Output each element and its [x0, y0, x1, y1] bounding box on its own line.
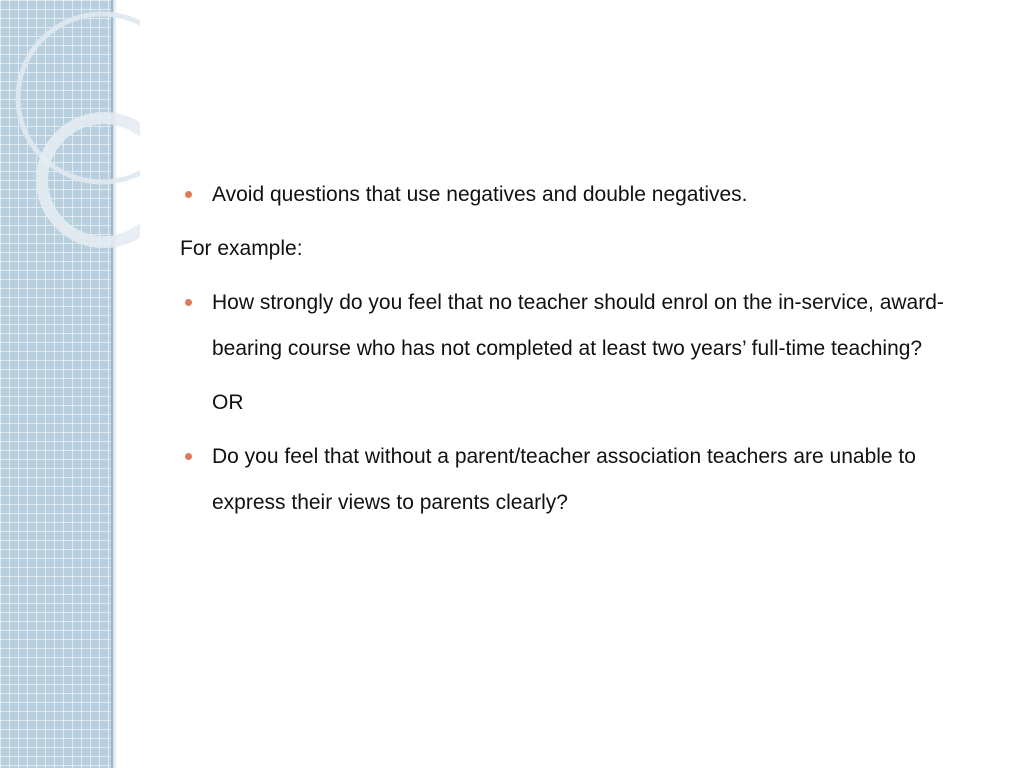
bullet-text: How strongly do you feel that no teacher should enrol on the in-service, award-bearing course who has not completed at least two years’ full-time teaching?: [212, 291, 944, 360]
bullet-item: [180, 172, 980, 218]
bullet-icon: [185, 299, 192, 306]
decorative-side-band: [0, 0, 113, 768]
slide-body: [180, 172, 980, 534]
bullet-text: Avoid questions that use negatives and double negatives.: [212, 183, 748, 206]
bullet-text: Do you feel that without a parent/teacher association teachers are unable to express their views to parents clearly?: [212, 445, 916, 514]
bullet-item: [180, 434, 980, 526]
paragraph: [180, 226, 980, 272]
bullet-item: [180, 280, 980, 372]
bullet-icon: [185, 191, 192, 198]
indented-text: OR: [212, 391, 244, 414]
paragraph-text: For example:: [180, 237, 303, 260]
side-band-shadow: [113, 0, 117, 768]
indented-line: [180, 380, 980, 426]
bullet-icon: [185, 453, 192, 460]
